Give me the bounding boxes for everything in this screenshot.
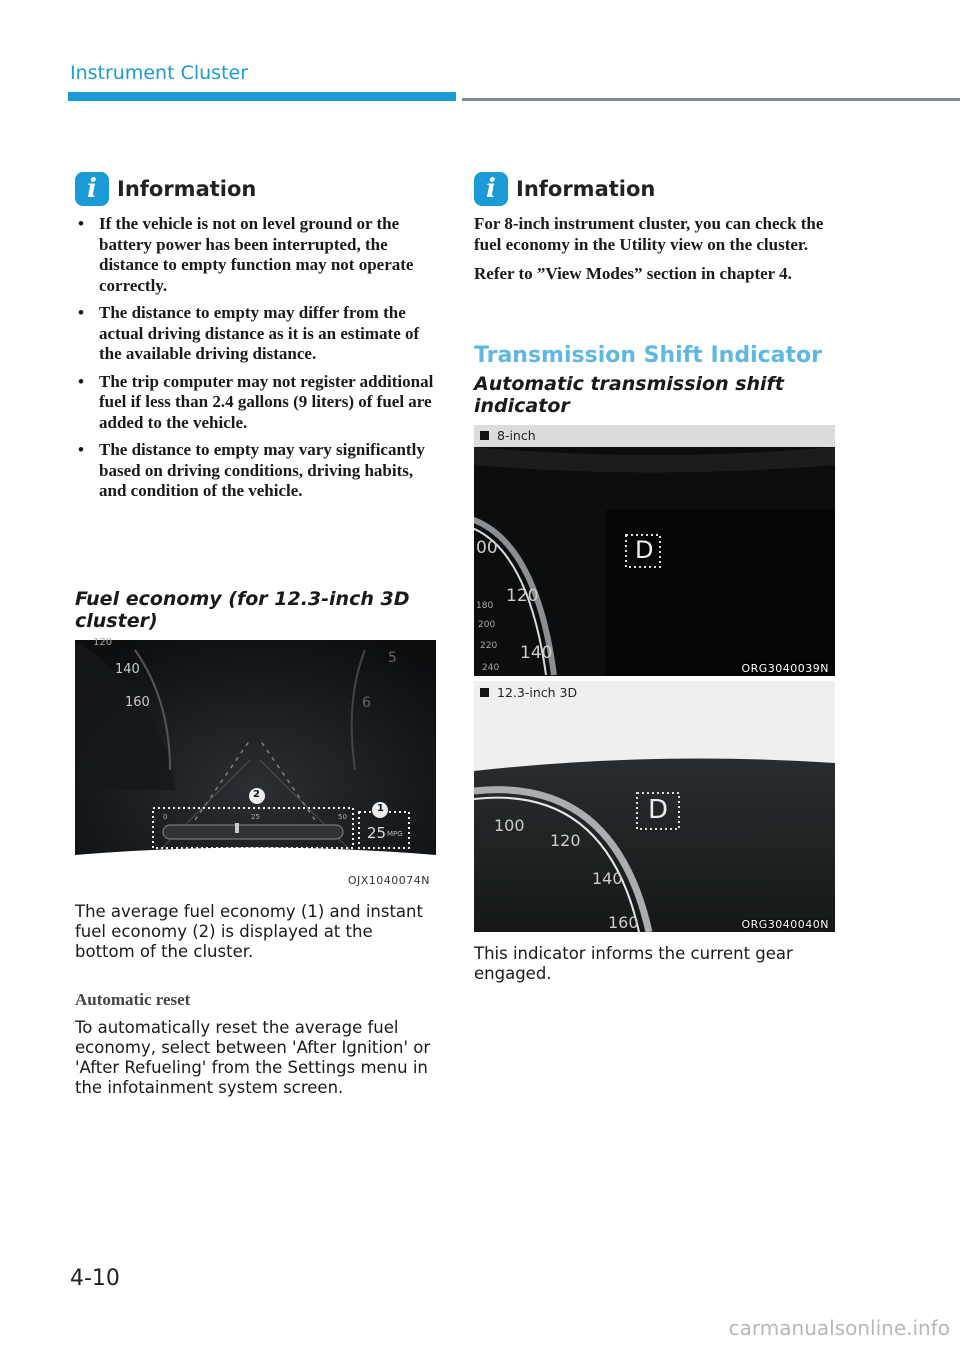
figure-12-inch <box>474 681 835 932</box>
rpm-tick: 5 <box>388 650 397 666</box>
info-header <box>75 172 437 206</box>
speed-tick: 120 <box>506 586 539 606</box>
page-number: 4-10 <box>70 1266 120 1291</box>
info-title: Information <box>117 177 257 201</box>
info-icon: i <box>474 172 508 206</box>
info-paragraph: Refer to ”View Modes” section in chapter 4. <box>474 264 792 283</box>
header-rule <box>462 98 960 101</box>
speed-tick: 120 <box>550 831 581 850</box>
automatic-reset-text: To automatically reset the average fuel economy, select between 'After Ignition' or 'After Refueling' from the Settings menu in the infotainment system screen. <box>75 1018 431 1097</box>
watermark: carmanualsonline.info <box>728 1316 950 1340</box>
speed-tick: 140 <box>520 643 553 663</box>
automatic-reset-heading: Automatic reset <box>75 990 191 1009</box>
info-bullet: • The distance to empty may differ from the actual driving distance as it is an estimate of the available driving distance. <box>75 303 437 365</box>
speed-tick: 160 <box>608 913 639 932</box>
info-header <box>474 172 834 206</box>
speed-tick: 120 <box>93 637 113 648</box>
scale-label: 25 <box>251 813 260 821</box>
speed-tick: 100 <box>494 816 525 835</box>
speed-tick: 180 <box>476 601 494 611</box>
header-rule-accent <box>68 92 456 101</box>
info-bullet-list <box>75 214 437 502</box>
sub-heading: Automatic transmission shift indicator <box>474 373 784 417</box>
fuel-economy-heading: Fuel economy (for 12.3-inch 3D cluster) <box>75 588 410 632</box>
mpg-unit: MPG <box>387 830 403 838</box>
mpg-value: 25 <box>367 824 387 842</box>
figure-fuel-economy <box>75 637 436 889</box>
figure-code: OJX1040074N <box>347 874 430 887</box>
info-bullet: • If the vehicle is not on level ground or the battery power has been interrupted, the distance to empty function may not operate correctly. <box>75 214 437 296</box>
gear-indicator: D <box>635 536 654 564</box>
info-paragraph: For 8-inch instrument cluster, you can check the fuel economy in the Utility view on the cluster. <box>474 214 824 254</box>
rpm-tick: 6 <box>362 695 371 711</box>
info-bullet: • The trip computer may not register additional fuel if less than 2.4 gallons (9 liters) of fuel are added to the vehicle. <box>75 372 437 434</box>
fuel-economy-text: The average fuel economy (1) and instant fuel economy (2) is displayed at the bottom of the cluster. <box>75 902 423 961</box>
speed-tick: 140 <box>592 869 623 888</box>
right-column <box>474 172 834 294</box>
gear-indicator: D <box>648 795 669 825</box>
cluster-image <box>474 425 835 676</box>
section-heading: Transmission Shift Indicator <box>474 343 822 368</box>
info-title: Information <box>516 177 656 201</box>
square-bullet-icon <box>480 431 489 440</box>
cluster-image <box>75 640 436 889</box>
figure-label-text: 8-inch <box>497 428 536 443</box>
figure-label <box>480 428 536 443</box>
speed-tick: 140 <box>115 662 140 677</box>
section-title: Instrument Cluster <box>70 62 249 84</box>
info-bullet: • The distance to empty may vary significantly based on driving conditions, driving habits, and condition of the vehicle. <box>75 440 437 502</box>
speed-tick: 200 <box>478 620 496 630</box>
square-bullet-icon <box>480 688 489 697</box>
scale-label: 0 <box>163 813 168 821</box>
left-column <box>75 172 437 509</box>
callout-number: 1 <box>377 803 384 814</box>
speed-tick: 160 <box>125 695 150 710</box>
figure-code: ORG3040040N <box>741 918 829 931</box>
figure-code: ORG3040039N <box>741 662 829 675</box>
closing-text: This indicator informs the current gear engaged. <box>474 944 793 983</box>
speed-tick: 220 <box>480 641 498 651</box>
figure-label-text: 12.3-inch 3D <box>497 685 578 700</box>
callout-number: 2 <box>253 789 260 800</box>
figure-label <box>480 685 577 700</box>
scale-label: 50 <box>338 813 347 821</box>
info-icon: i <box>75 172 109 206</box>
speed-tick: 00 <box>476 538 498 558</box>
figure-8-inch <box>474 425 835 676</box>
speed-tick: 240 <box>482 663 500 673</box>
